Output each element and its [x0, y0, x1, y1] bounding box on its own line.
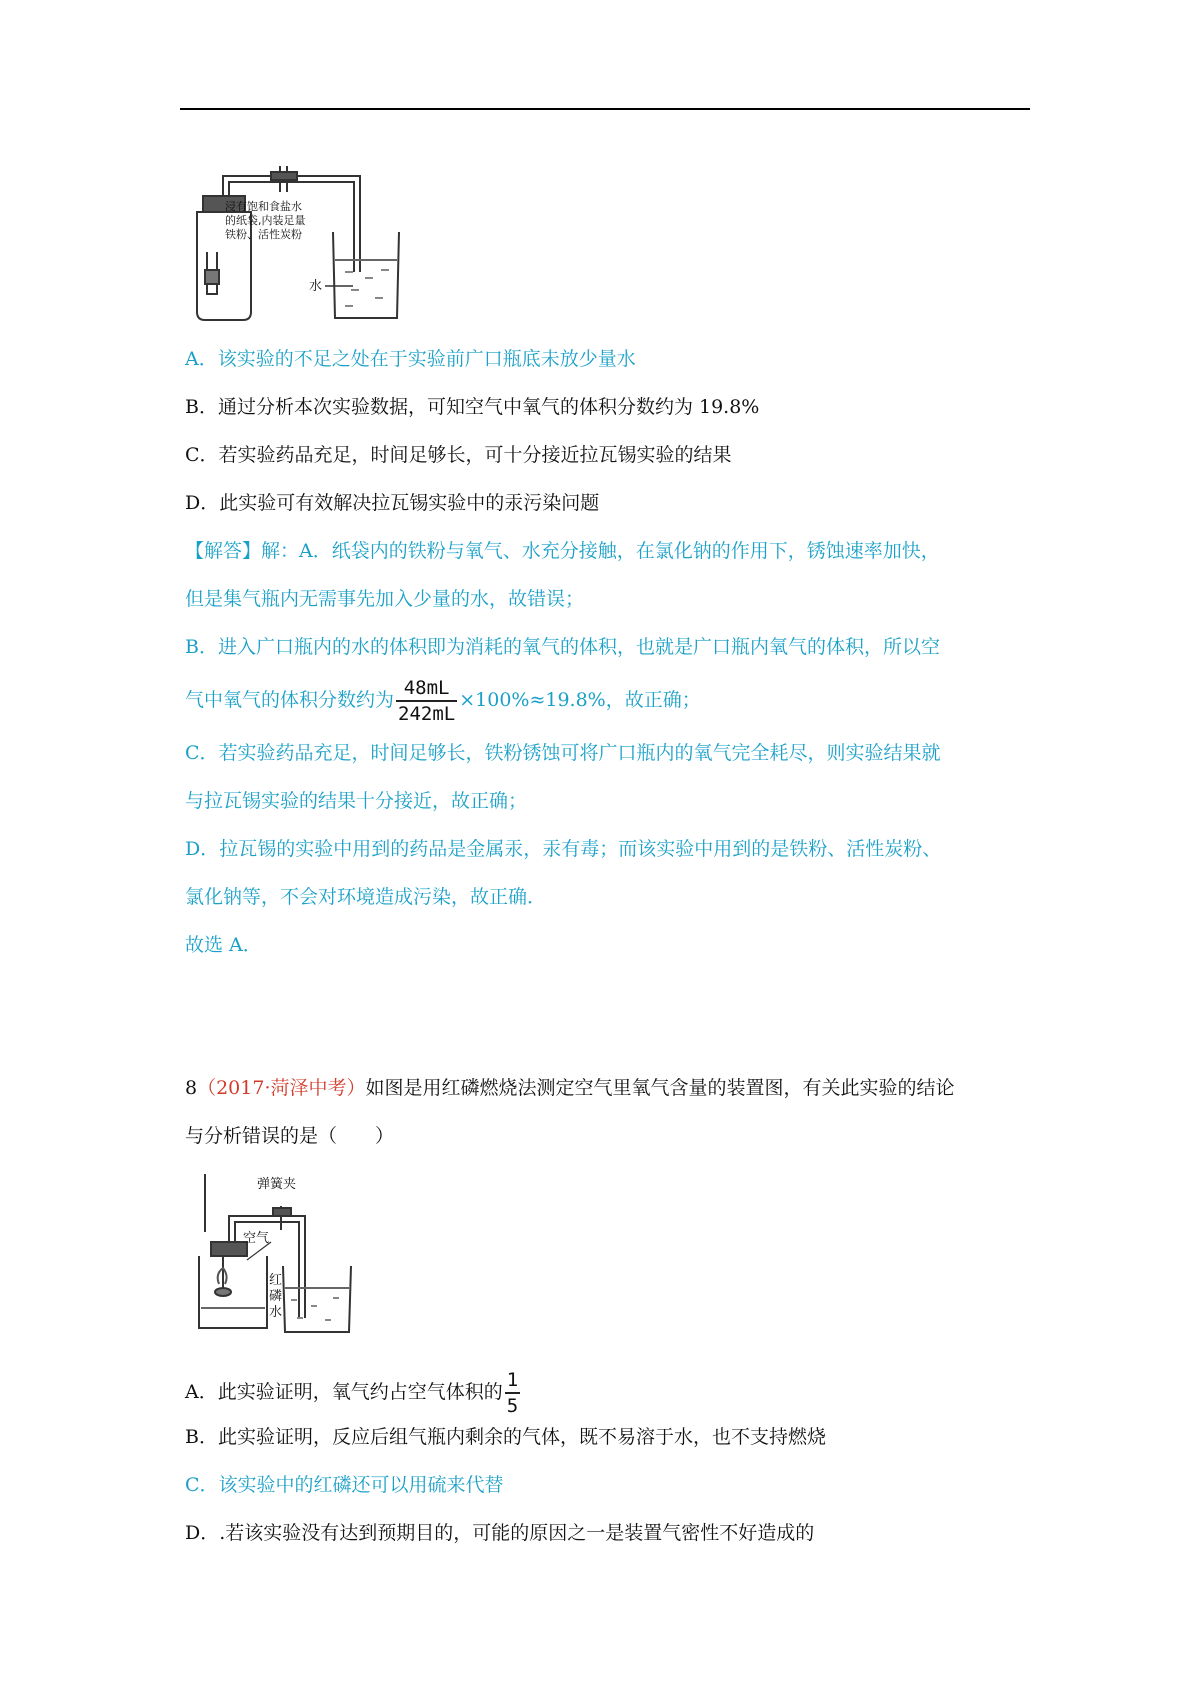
fraction-denominator: 5	[506, 1395, 519, 1417]
answer-line-5: C．若实验药品充足，时间足够长，铁粉锈蚀可将广口瓶内的氧气完全耗尽，则实验结果就	[185, 742, 941, 764]
answer-line-4-prefix: 气中氧气的体积分数约为	[185, 689, 395, 711]
answer-line-8: 氯化钠等，不会对环境造成污染，故正确．	[185, 886, 547, 908]
fraction-denominator: 242mL	[398, 703, 456, 725]
q8-option-d: D．.若该实验没有达到预期目的，可能的原因之一是装置气密性不好造成的	[185, 1522, 815, 1544]
bag-label-line-2: 的纸袋,内装足量	[225, 214, 306, 227]
answer-line-4	[185, 676, 701, 726]
answer-line-9: 故选 A．	[185, 934, 262, 956]
answer-line-1: 【解答】解：A．纸袋内的铁粉与氧气、水充分接触，在氯化钠的作用下，锈蚀速率加快，	[185, 540, 940, 562]
q8-stem-line-1	[185, 1075, 955, 1101]
q8-option-c: C．该实验中的红磷还可以用硫来代替	[185, 1474, 504, 1496]
q8-stem-line-2: 与分析错误的是（ ）	[185, 1125, 395, 1147]
water-label-q8: 水	[269, 1305, 283, 1320]
apparatus-figure-iron-powder	[185, 152, 410, 324]
bag-label-line-3: 铁粉、活性炭粉	[225, 228, 302, 241]
answer-line-7: D．拉瓦锡的实验中用到的药品是金属汞，汞有毒；而该实验中用到的是铁粉、活性炭粉、	[185, 838, 942, 860]
answer-line-3: B．进入广口瓶内的水的体积即为消耗的氧气的体积，也就是广口瓶内氧气的体积，所以空	[185, 636, 940, 658]
q7-option-d: D．此实验可有效解决拉瓦锡实验中的汞污染问题	[185, 492, 600, 514]
air-label: 空气	[243, 1231, 270, 1246]
q8-number: 8	[185, 1077, 198, 1099]
q8-stem-text: 如图是用红磷燃烧法测定空气里氧气含量的装置图，有关此实验的结论	[365, 1077, 955, 1099]
volume-fraction	[396, 676, 457, 726]
answer-line-4-suffix: ×100%≈19.8%，故正确；	[459, 689, 701, 711]
fraction-numerator: 48mL	[396, 676, 457, 702]
q8-source: （2017·菏泽中考）	[197, 1077, 366, 1099]
bag-label-line-1: 浸有饱和食盐水	[225, 200, 302, 213]
apparatus-figure-red-phosphorus	[185, 1168, 365, 1340]
phosphorus-label: 磷	[269, 1289, 283, 1304]
q7-option-c: C．若实验药品充足，时间足够长，可十分接近拉瓦锡实验的结果	[185, 444, 732, 466]
fraction-numerator: 1	[505, 1368, 520, 1394]
q7-option-b: B．通过分析本次实验数据，可知空气中氧气的体积分数约为 19.8%	[185, 396, 760, 418]
q7-option-a: A．该实验的不足之处在于实验前广口瓶底未放少量水	[185, 348, 636, 370]
header-rule	[180, 108, 1030, 110]
water-label: 水	[309, 279, 323, 294]
answer-line-6: 与拉瓦锡实验的结果十分接近，故正确；	[185, 790, 528, 812]
q8-option-a	[185, 1368, 522, 1418]
q8-option-a-text: A．此实验证明，氧气约占空气体积的	[185, 1381, 503, 1403]
q8-option-b: B．此实验证明，反应后组气瓶内剩余的气体，既不易溶于水，也不支持燃烧	[185, 1426, 826, 1448]
clamp-label: 弹簧夹	[257, 1177, 297, 1192]
answer-line-2: 但是集气瓶内无需事先加入少量的水，故错误；	[185, 588, 585, 610]
one-fifth-fraction	[505, 1368, 520, 1418]
red-label: 红	[269, 1273, 283, 1288]
